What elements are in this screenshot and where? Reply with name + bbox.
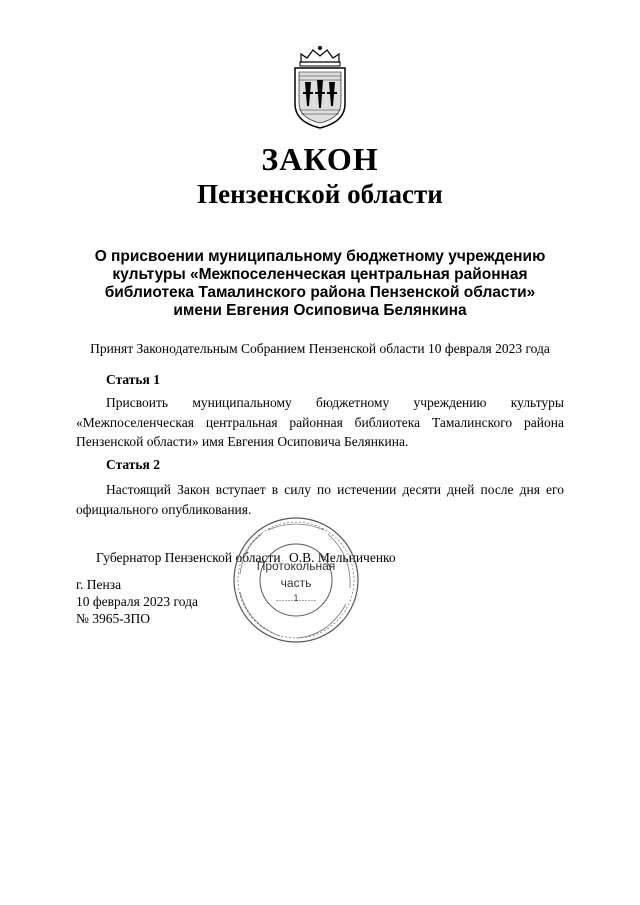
subject-line: библиотека Тамалинского района Пензенской области» xyxy=(104,284,536,301)
signatory-position: Губернатор Пензенской области xyxy=(96,550,281,565)
adoption-note: Принят Законодательным Собранием Пензенской области 10 февраля 2023 года xyxy=(90,341,550,356)
document-number: № 3965-ЗПО xyxy=(76,611,151,626)
subject-line: культуры «Межпоселенческая центральная районная xyxy=(112,266,528,283)
subject-line: имени Евгения Осиповича Белянкина xyxy=(173,302,467,319)
stamp-label: часть xyxy=(280,576,312,590)
stamp-label: Протокольная xyxy=(256,559,336,573)
article-2-heading: Статья 2 xyxy=(106,457,160,472)
signatory-name: О.В. Мельниченко xyxy=(289,550,396,565)
article-1-heading: Статья 1 xyxy=(106,372,160,387)
coat-of-arms-icon xyxy=(287,44,353,130)
date: 10 февраля 2023 года xyxy=(76,594,198,609)
place: г. Пенза xyxy=(76,577,122,592)
stamp-text xyxy=(228,512,364,648)
stamp-page-number: ……1…… xyxy=(275,593,317,603)
law-subject xyxy=(60,248,580,320)
region-title: Пензенской области xyxy=(197,179,443,209)
subject-line: О присвоении муниципальному бюджетному учреждению xyxy=(94,248,546,265)
article-2-text: Настоящий Закон вступает в силу по истечении десяти дней после дня его официального опубликования. xyxy=(76,482,564,517)
article-1-text: Присвоить муниципальному бюджетному учреждению культуры «Межпоселенческая центральная районная библиотека Тамалинского района Пензенской области» имя Евгения Осиповича Белянкина. xyxy=(76,395,564,449)
law-title: ЗАКОН xyxy=(261,141,379,177)
